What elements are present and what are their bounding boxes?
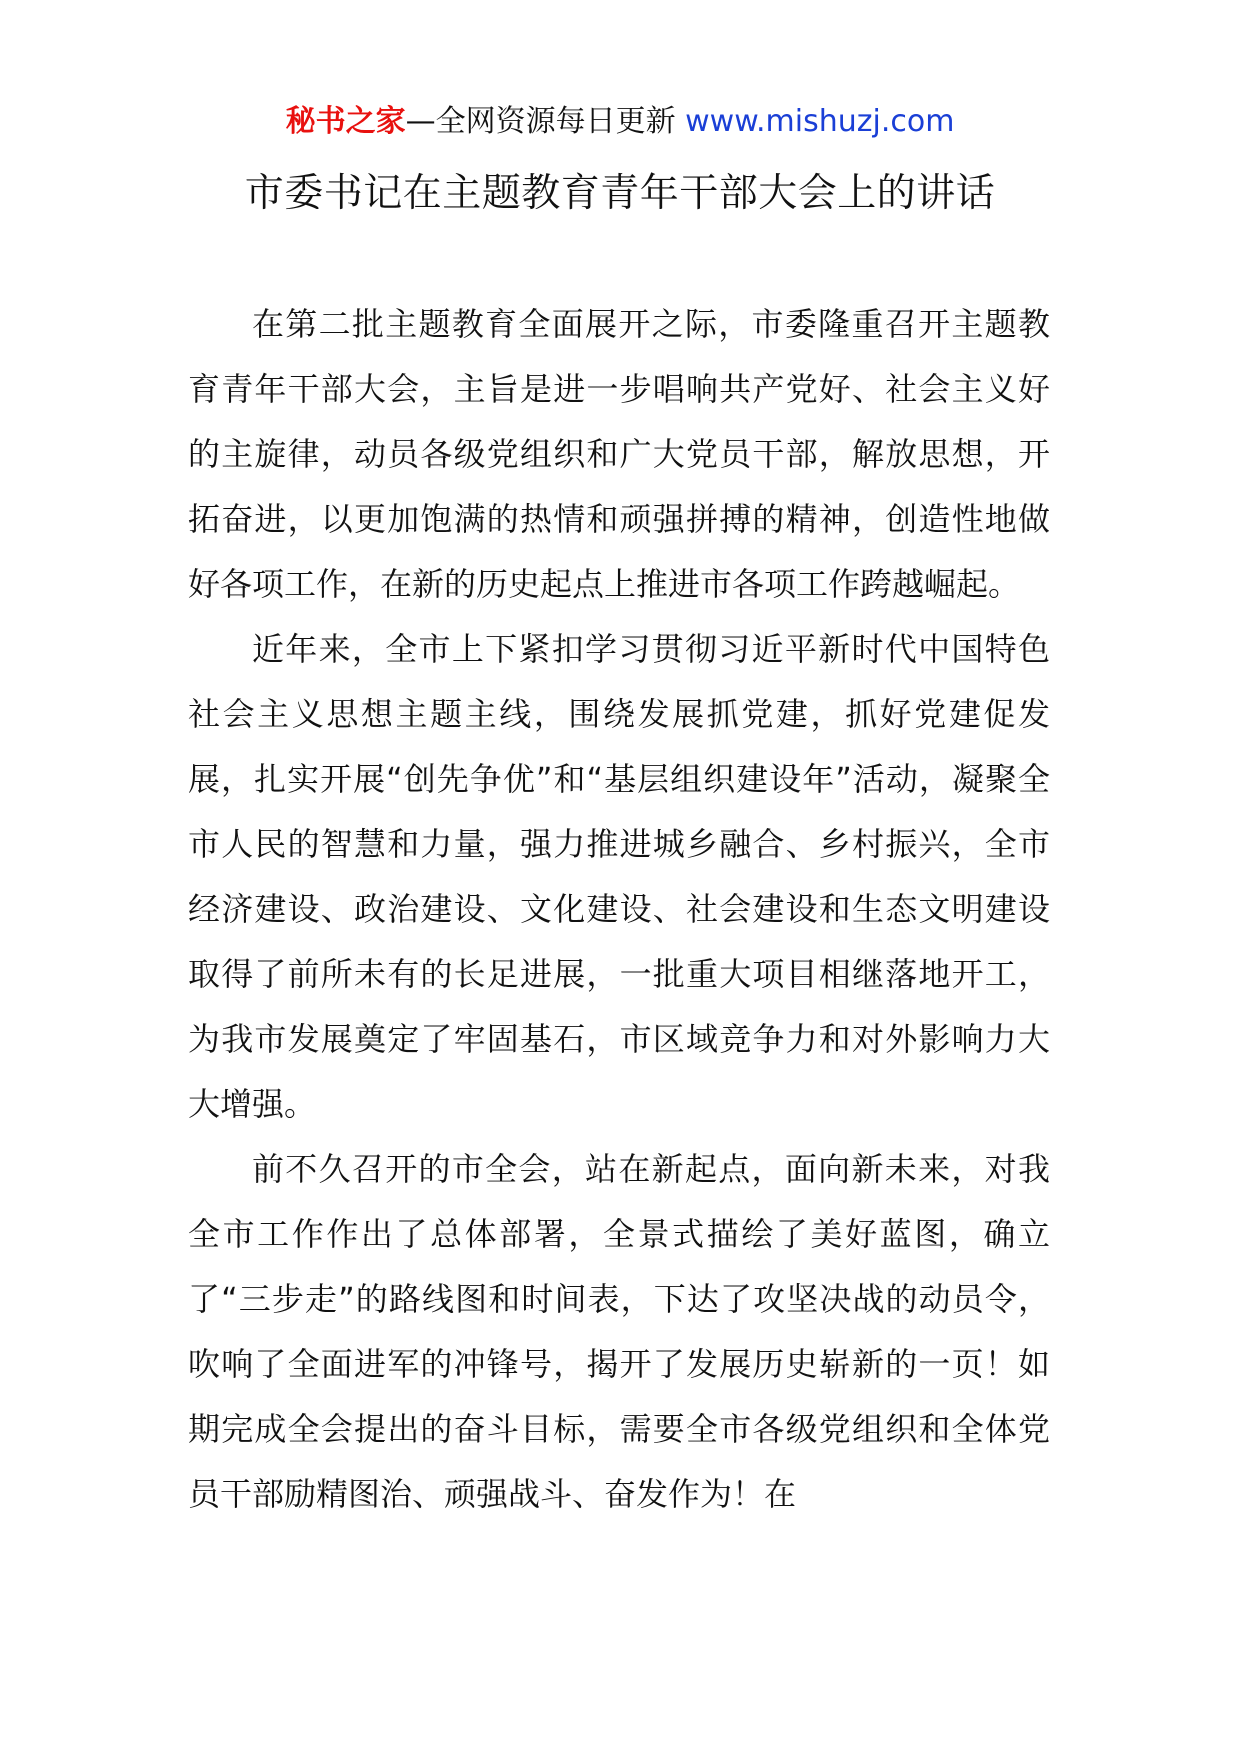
- paragraph-2: 近年来，全市上下紧扣学习贯彻习近平新时代中国特色社会主义思想主题主线，围绕发展抓党建，抓好党建促发展，扎实开展“创先争优”和“基层组织建设年”活动，凝聚全市人民的智慧和力量，强力推进城乡融合、乡村振兴，全市经济建设、政治建设、文化建设、社会建设和生态文明建设取得了前所未有的长足进展，一批重大项目相继落地开工，为我市发展奠定了牢固基石，市区域竞争力和对外影响力大大增强。: [188, 630, 1050, 1123]
- paragraph-1: 在第二批主题教育全面展开之际，市委隆重召开主题教育青年干部大会，主旨是进一步唱响共产党好、社会主义好的主旋律，动员各级党组织和广大党员干部，解放思想，开拓奋进，以更加饱满的热情和顽强拼搏的精神，创造性地做好各项工作，在新的历史起点上推进市各项工作跨越崛起。: [188, 305, 1050, 603]
- paragraph-3: 前不久召开的市全会，站在新起点，面向新未来，对我全市工作作出了总体部署，全景式描绘了美好蓝图，确立了“三步走”的路线图和时间表，下达了攻坚决战的动员令，吹响了全面进军的冲锋号，揭开了发展历史崭新的一页！如期完成全会提出的奋斗目标，需要全市各级党组织和全体党员干部励精图治、顽强战斗、奋发作为！在: [188, 1150, 1050, 1513]
- site-url-link[interactable]: www.mishuzj.com: [685, 104, 955, 139]
- document-title: 市委书记在主题教育青年干部大会上的讲话: [244, 171, 996, 216]
- document-body: [188, 292, 1050, 1527]
- site-header: [0, 100, 1240, 144]
- header-tagline: —全网资源每日更新: [405, 104, 676, 139]
- brand-name: 秘书之家: [285, 104, 406, 139]
